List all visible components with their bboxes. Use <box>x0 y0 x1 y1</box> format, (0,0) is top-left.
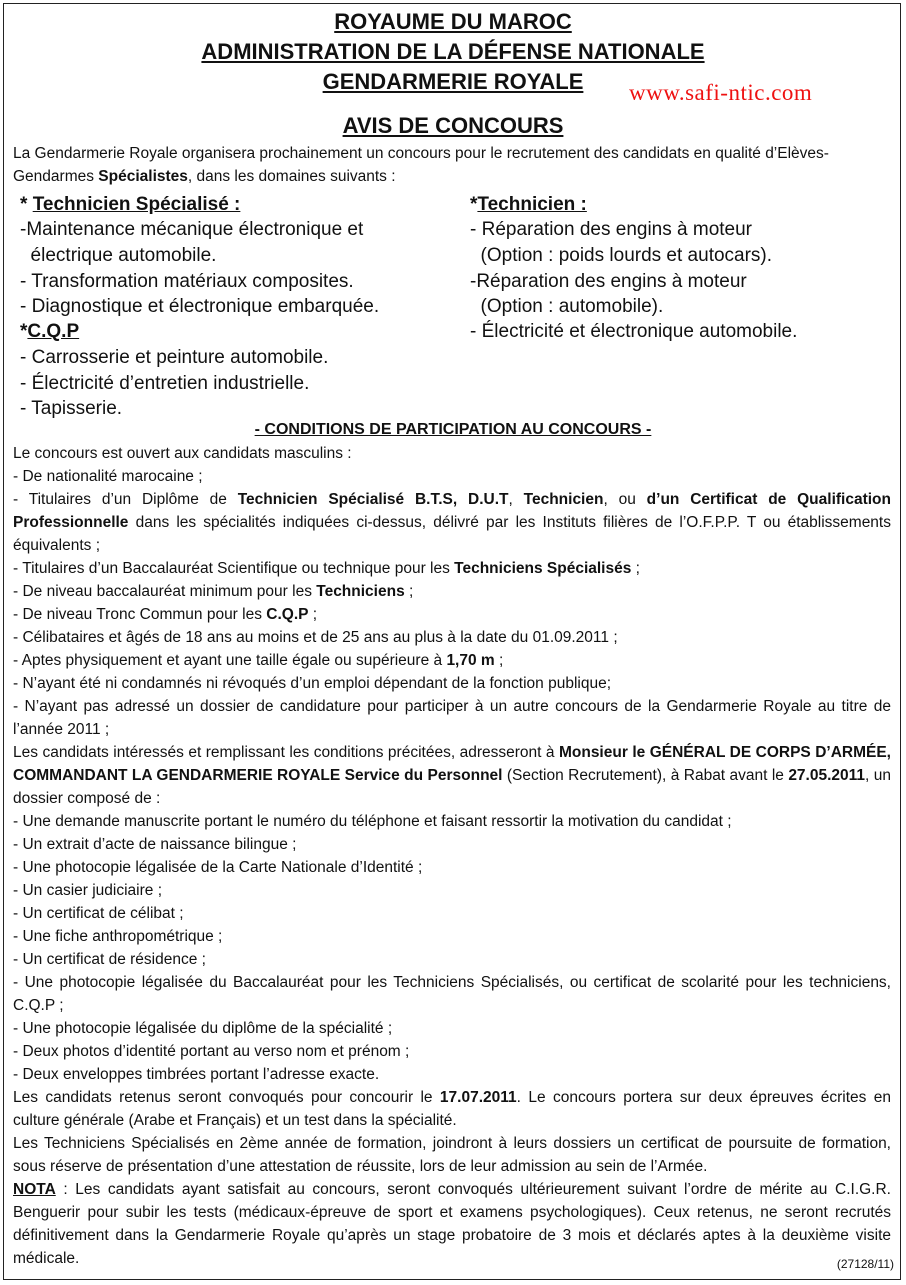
intro-line-1: La Gendarmerie Royale organisera prochainement un concours pour le recrutement des candidats en qualité d’Elèves- <box>13 145 829 162</box>
header-gendarmerie: GENDARMERIE ROYALE <box>322 69 584 94</box>
ts-item-3: - Diagnostique et électronique embarquée. <box>20 296 380 317</box>
document-item: - Deux enveloppes timbrées portant l’adresse exacte. <box>13 1066 380 1083</box>
condition-nationality: - De nationalité marocaine ; <box>13 468 203 485</box>
cqp-heading: *C.Q.P <box>20 321 80 342</box>
document-item: - Deux photos d’identité portant au verso nom et prénom ; <box>13 1043 410 1060</box>
t-item-1: - Réparation des engins à moteur <box>470 219 752 240</box>
condition-bac-t: - De niveau baccalauréat minimum pour les Techniciens ; <box>13 583 414 600</box>
document-item: - Une fiche anthropométrique ; <box>13 928 223 945</box>
document-item: - Un certificat de célibat ; <box>13 905 184 922</box>
document-item: - Une photocopie légalisée de la Carte Nationale d’Identité ; <box>13 859 423 876</box>
exam-info: Les candidats retenus seront convoqués pour concourir le 17.07.2011. Le concours portera sur deux épreuves écrites en culture générale (Arabe et Français) et un test dans la spécialité. <box>13 1089 891 1129</box>
document-item: - Un casier judiciaire ; <box>13 882 163 899</box>
ts-item-1: -Maintenance mécanique électronique et <box>20 219 364 240</box>
second-year-info: Les Techniciens Spécialisés en 2ème année de formation, joindront à leurs dossiers un certificat de poursuite de formation, sous réserve de présentation d’une attestation de réussite, lors de leur admission au sein de l’Armée. <box>13 1135 891 1175</box>
nota-paragraph: NOTA : Les candidats ayant satisfait au concours, seront convoqués ultérieurement suivant l’ordre de mérite au C.I.G.R. Benguerir pour subir les tests (médicaux-épreuve de sport et examens psychologiques). Ceux retenus, ne seront recrutés définitivement dans la Gendarmerie Royale qu’après un stage probatoire de 3 mois et déclarés aptes à la deuxième visite médicale. <box>13 1181 891 1267</box>
t-item-1-option: (Option : poids lourds et autocars). <box>470 245 773 266</box>
condition-bac-ts: - Titulaires d’un Baccalauréat Scientifique ou technique pour les Techniciens Spécialisés ; <box>13 560 640 577</box>
t-item-2: -Réparation des engins à moteur <box>470 271 747 292</box>
header-kingdom: ROYAUME DU MAROC <box>334 9 572 34</box>
document-item: - Un certificat de résidence ; <box>13 951 206 968</box>
condition-no-conviction: - N’ayant été ni condamnés ni révoqués d’un emploi dépendant de la fonction publique; <box>13 675 612 692</box>
conditions-open-to: Le concours est ouvert aux candidats masculins : <box>13 445 352 462</box>
technicien-heading: *Technicien : <box>470 194 587 215</box>
watermark-url: www.safi-ntic.com <box>629 80 813 105</box>
intro-line-2: Gendarmes Spécialistes, dans les domaines suivants : <box>13 168 396 185</box>
document-item: - Une photocopie légalisée du diplôme de la spécialité ; <box>13 1020 393 1037</box>
condition-height: - Aptes physiquement et ayant une taille égale ou supérieure à 1,70 m ; <box>13 652 504 669</box>
document-item-bac-copy: - Une photocopie légalisée du Baccalauréat pour les Techniciens Spécialisés, ou certificat de scolarité pour les techniciens, C.Q.P ; <box>13 974 891 1014</box>
condition-tronc-commun: - De niveau Tronc Commun pour les C.Q.P ; <box>13 606 318 623</box>
cqp-item-2: - Électricité d’entretien industrielle. <box>20 373 310 394</box>
ts-item-1-cont: électrique automobile. <box>20 245 217 266</box>
ts-item-2: - Transformation matériaux composites. <box>20 271 354 292</box>
document-item: - Un extrait d’acte de naissance bilingue ; <box>13 836 297 853</box>
t-item-2-option: (Option : automobile). <box>470 296 664 317</box>
t-item-3: - Électricité et électronique automobile. <box>470 321 798 342</box>
application-instructions: Les candidats intéressés et remplissant les conditions précitées, adresseront à Monsieur le GÉNÉRAL DE CORPS D’ARMÉE, COMMANDANT LA GENDARMERIE ROYALE Service du Personnel (Section Recrutement), à Rabat avant le 27.05.2011, un dossier composé de : <box>13 744 891 807</box>
cqp-item-3: - Tapisserie. <box>20 398 123 419</box>
conditions-heading: - CONDITIONS DE PARTICIPATION AU CONCOURS - <box>254 421 652 438</box>
header-administration: ADMINISTRATION DE LA DÉFENSE NATIONALE <box>201 39 705 64</box>
technicien-specialise-heading: * Technicien Spécialisé : <box>20 194 241 215</box>
document-item: - Une demande manuscrite portant le numéro du téléphone et faisant ressortir la motivation du candidat ; <box>13 813 732 830</box>
condition-no-other-application: - N’ayant pas adressé un dossier de candidature pour participer à un autre concours de la Gendarmerie Royale au titre de l’année 2011 ; <box>13 698 891 738</box>
condition-age: - Célibataires et âgés de 18 ans au moins et de 25 ans au plus à la date du 01.09.2011 ; <box>13 629 618 646</box>
condition-diploma: - Titulaires d’un Diplôme de Technicien Spécialisé B.T.S, D.U.T, Technicien, ou d’un Certificat de Qualification Professionnelle dans les spécialités indiquées ci-dessus, délivré par les Instituts filières de l’O.F.P.P. T ou établissements équivalents ; <box>13 491 891 554</box>
reference-number: (27128/11) <box>836 1257 894 1271</box>
notice-title: AVIS DE CONCOURS <box>342 113 564 138</box>
cqp-item-1: - Carrosserie et peinture automobile. <box>20 347 329 368</box>
